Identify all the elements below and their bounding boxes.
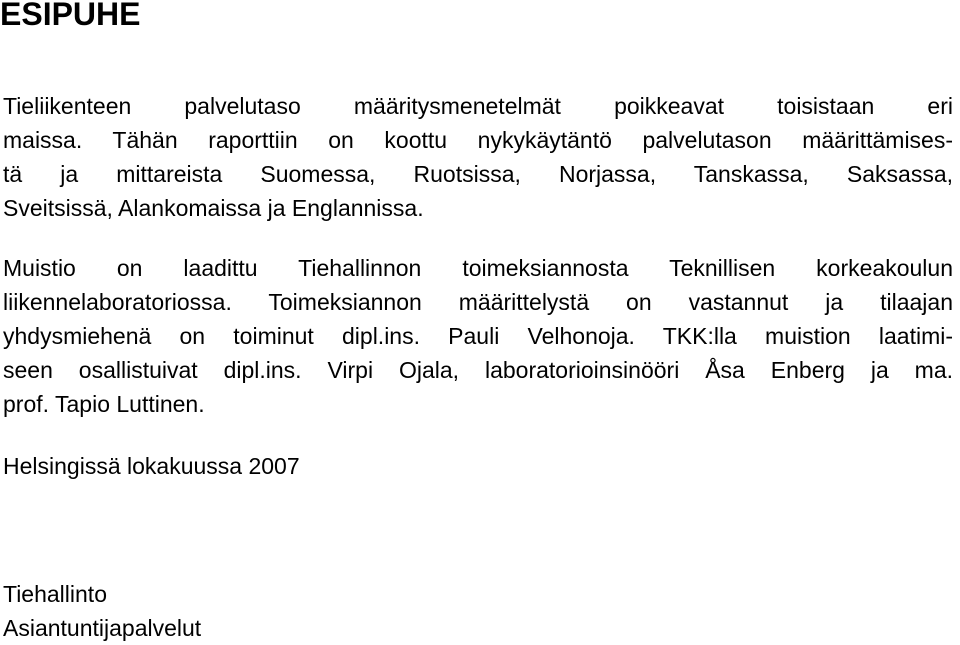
publisher-block: [3, 577, 953, 645]
place-date: [3, 449, 953, 483]
paragraph-line: yhdysmiehenä on toiminut dipl.ins. Pauli Velhonoja. TKK:lla muistion laatimi-: [3, 323, 953, 349]
publisher-department: Asiantuntijapalvelut: [3, 615, 202, 641]
paragraph-line: Tieliikenteen palvelutaso määritysmenetelmät poikkeavat toisistaan eri: [3, 93, 953, 119]
paragraph-line: tä ja mittareista Suomessa, Ruotsissa, Norjassa, Tanskassa, Saksassa,: [3, 161, 953, 187]
paragraph-line: maissa. Tähän raporttiin on koottu nykykäytäntö palvelutason määrittämises-: [3, 127, 953, 153]
paragraph-line: Muistio on laadittu Tiehallinnon toimeksiannosta Teknillisen korkeakoulun: [3, 255, 953, 281]
paragraph-line: seen osallistuivat dipl.ins. Virpi Ojala, laboratorioinsinööri Åsa Enberg ja ma.: [3, 357, 953, 383]
page-title: ESIPUHE: [0, 0, 141, 32]
paragraph-line: Sveitsissä, Alankomaissa ja Englannissa.: [3, 195, 424, 221]
publisher-organization: Tiehallinto: [3, 581, 107, 607]
acknowledgement-paragraph: [3, 251, 953, 421]
paragraph-line: prof. Tapio Luttinen.: [3, 391, 205, 417]
place-date-text: Helsingissä lokakuussa 2007: [3, 453, 300, 479]
paragraph-line: liikennelaboratoriossa. Toimeksiannon määrittelystä on vastannut ja tilaajan: [3, 289, 953, 315]
intro-paragraph: [3, 89, 953, 225]
